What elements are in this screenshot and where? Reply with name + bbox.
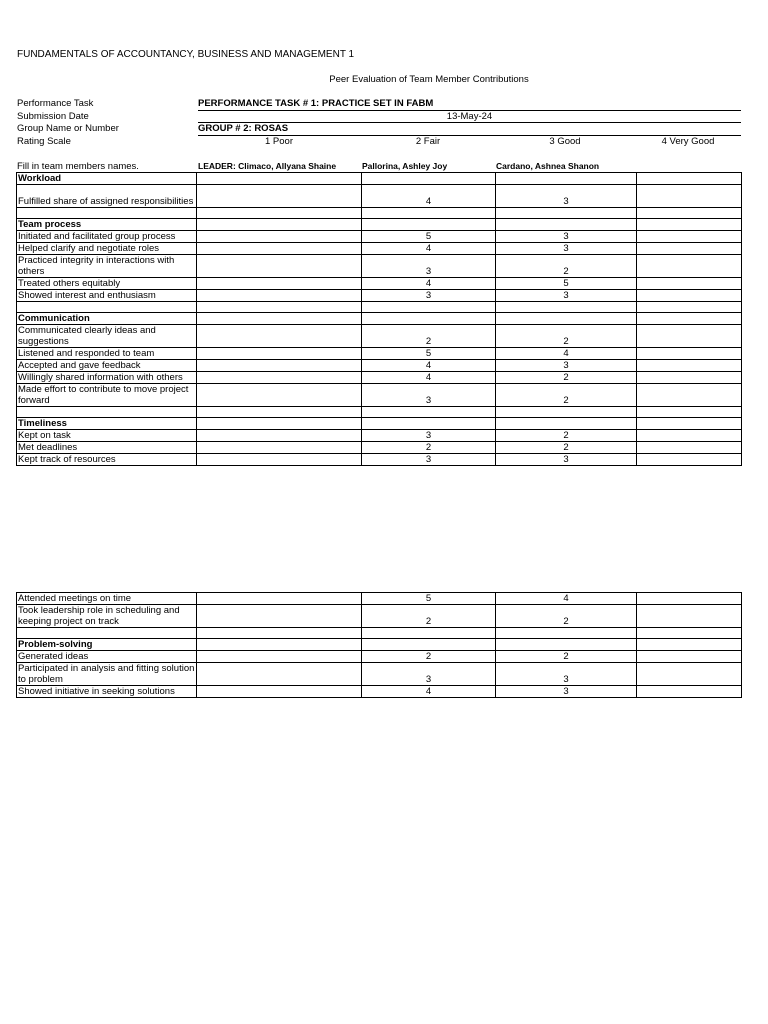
member-3-score	[496, 208, 637, 219]
member-3-score	[496, 173, 637, 185]
member-4-score-cell	[637, 454, 742, 466]
leader-score-cell	[197, 231, 362, 243]
member-4-score-cell	[637, 407, 742, 418]
criterion-row	[17, 430, 742, 442]
member-3-score	[496, 628, 637, 639]
member-4-score-cell	[637, 185, 742, 208]
leader-score-cell	[197, 360, 362, 372]
member-3-score: 2	[496, 442, 637, 454]
leader-score-cell	[197, 454, 362, 466]
member-4-score-cell	[637, 208, 742, 219]
criterion-label	[17, 407, 197, 418]
leader-score-cell	[197, 663, 362, 686]
member-3-score: 2	[496, 384, 637, 407]
blank-row	[17, 302, 742, 313]
member-3-score: 3	[496, 454, 637, 466]
criterion-label: Practiced integrity in interactions with others	[17, 255, 197, 278]
criterion-label: Kept on task	[17, 430, 197, 442]
member-4-score-cell	[637, 255, 742, 278]
member-4-score-cell	[637, 442, 742, 454]
leader-score-cell	[197, 639, 362, 651]
member-3-score: 3	[496, 243, 637, 255]
criterion-label: Timeliness	[17, 418, 197, 430]
member-2-score	[362, 418, 496, 430]
leader-score-cell	[197, 278, 362, 290]
rating-scale-3: 3 Good	[549, 135, 581, 147]
criterion-row	[17, 278, 742, 290]
evaluation-table-2	[16, 592, 742, 698]
member-3-score	[496, 407, 637, 418]
member-2-score: 4	[362, 686, 496, 698]
member-4-score-cell	[637, 639, 742, 651]
member-2-score	[362, 208, 496, 219]
member-2-score	[362, 302, 496, 313]
rating-scale-label: Rating Scale	[17, 135, 71, 147]
member-3-score: 3	[496, 686, 637, 698]
member-4-score-cell	[637, 290, 742, 302]
blank-row	[17, 628, 742, 639]
member-names-row	[17, 158, 741, 172]
member-2-score: 2	[362, 605, 496, 628]
criterion-row	[17, 231, 742, 243]
member-3-score: 4	[496, 593, 637, 605]
member-2-score: 5	[362, 593, 496, 605]
leader-score-cell	[197, 605, 362, 628]
member-3-score: 3	[496, 290, 637, 302]
member-4-score-cell	[637, 605, 742, 628]
leader-score-cell	[197, 442, 362, 454]
criterion-label: Willingly shared information with others	[17, 372, 197, 384]
leader-score-cell	[197, 208, 362, 219]
performance-task-label: Performance Task	[17, 98, 94, 109]
member-2-score: 3	[362, 290, 496, 302]
criterion-row	[17, 593, 742, 605]
leader-score-cell	[197, 219, 362, 231]
blank-row	[17, 407, 742, 418]
member-4-score-cell	[637, 173, 742, 185]
blank-row	[17, 208, 742, 219]
member-3-score	[496, 219, 637, 231]
member-2-score: 2	[362, 651, 496, 663]
rating-scale-4: 4 Very Good	[661, 135, 715, 147]
criterion-label: Communication	[17, 313, 197, 325]
member-4-score-cell	[637, 219, 742, 231]
leader-score-cell	[197, 407, 362, 418]
member-4-score-cell	[637, 313, 742, 325]
member-2-score	[362, 173, 496, 185]
member-2-score	[362, 219, 496, 231]
member-4-score-cell	[637, 628, 742, 639]
criterion-label: Accepted and gave feedback	[17, 360, 197, 372]
leader-score-cell	[197, 185, 362, 208]
category-row	[17, 219, 742, 231]
criterion-row	[17, 454, 742, 466]
category-row	[17, 173, 742, 185]
member-2-score: 5	[362, 231, 496, 243]
category-row	[17, 418, 742, 430]
member-3-score: 2	[496, 325, 637, 348]
member-4-score-cell	[637, 430, 742, 442]
group-label: Group Name or Number	[17, 123, 119, 134]
criterion-row	[17, 442, 742, 454]
fill-names-label: Fill in team members names.	[17, 161, 139, 172]
criterion-label: Participated in analysis and fitting solution to problem	[17, 663, 197, 686]
evaluation-table-1	[16, 172, 742, 466]
member-3-score: 5	[496, 278, 637, 290]
criterion-row	[17, 325, 742, 348]
member-name-leader: LEADER: Climaco, Allyana Shaine	[198, 161, 337, 171]
criterion-label: Kept track of resources	[17, 454, 197, 466]
criterion-row	[17, 663, 742, 686]
leader-score-cell	[197, 686, 362, 698]
criterion-label: Communicated clearly ideas and suggestions	[17, 325, 197, 348]
member-2-score: 3	[362, 255, 496, 278]
criterion-label: Team process	[17, 219, 197, 231]
member-3-score: 2	[496, 255, 637, 278]
member-4-score-cell	[637, 593, 742, 605]
criterion-row	[17, 255, 742, 278]
criterion-label: Took leadership role in scheduling and keeping project on track	[17, 605, 197, 628]
member-3-score: 3	[496, 231, 637, 243]
leader-score-cell	[197, 651, 362, 663]
criterion-label	[17, 302, 197, 313]
group-value: GROUP # 2: ROSAS	[198, 123, 741, 136]
member-2-score	[362, 313, 496, 325]
leader-score-cell	[197, 255, 362, 278]
member-3-score	[496, 418, 637, 430]
criterion-label: Treated others equitably	[17, 278, 197, 290]
leader-score-cell	[197, 325, 362, 348]
leader-score-cell	[197, 593, 362, 605]
member-4-score-cell	[637, 372, 742, 384]
criterion-label: Helped clarify and negotiate roles	[17, 243, 197, 255]
member-3-score: 3	[496, 663, 637, 686]
member-4-score-cell	[637, 686, 742, 698]
criterion-label	[17, 628, 197, 639]
criterion-row	[17, 651, 742, 663]
performance-task-value: PERFORMANCE TASK # 1: PRACTICE SET IN FABM	[198, 98, 741, 111]
member-3-score	[496, 639, 637, 651]
leader-score-cell	[197, 173, 362, 185]
member-4-score-cell	[637, 243, 742, 255]
leader-score-cell	[197, 384, 362, 407]
criterion-label: Met deadlines	[17, 442, 197, 454]
leader-score-cell	[197, 348, 362, 360]
member-4-score-cell	[637, 663, 742, 686]
criterion-label: Fulfilled share of assigned responsibilities	[17, 185, 197, 208]
member-name-3: Cardano, Ashnea Shanon	[496, 161, 600, 171]
member-2-score: 4	[362, 360, 496, 372]
criterion-row	[17, 348, 742, 360]
leader-score-cell	[197, 313, 362, 325]
member-3-score: 3	[496, 185, 637, 208]
member-2-score: 2	[362, 325, 496, 348]
member-2-score: 4	[362, 185, 496, 208]
leader-score-cell	[197, 418, 362, 430]
member-2-score	[362, 628, 496, 639]
submission-date-value: 13-May-24	[198, 111, 741, 124]
rating-scale-2: 2 Fair	[415, 135, 441, 147]
member-3-score	[496, 302, 637, 313]
criterion-row	[17, 243, 742, 255]
leader-score-cell	[197, 243, 362, 255]
member-4-score-cell	[637, 360, 742, 372]
criterion-row	[17, 384, 742, 407]
criterion-label: Problem-solving	[17, 639, 197, 651]
criterion-row	[17, 605, 742, 628]
rating-scale-1: 1 Poor	[265, 135, 293, 147]
criterion-row	[17, 360, 742, 372]
criterion-label	[17, 208, 197, 219]
member-3-score	[496, 313, 637, 325]
criterion-label: Listened and responded to team	[17, 348, 197, 360]
document-subtitle: Peer Evaluation of Team Member Contributions	[329, 74, 529, 85]
member-2-score: 4	[362, 278, 496, 290]
group-row	[17, 123, 741, 136]
criterion-row	[17, 686, 742, 698]
member-4-score-cell	[637, 418, 742, 430]
rating-scale-row	[17, 136, 741, 149]
member-4-score-cell	[637, 651, 742, 663]
member-3-score: 3	[496, 360, 637, 372]
leader-score-cell	[197, 372, 362, 384]
member-2-score: 4	[362, 243, 496, 255]
member-3-score: 2	[496, 651, 637, 663]
member-3-score: 2	[496, 430, 637, 442]
member-2-score: 5	[362, 348, 496, 360]
submission-date-label: Submission Date	[17, 110, 89, 122]
criterion-label: Made effort to contribute to move project forward	[17, 384, 197, 407]
member-3-score: 2	[496, 605, 637, 628]
member-2-score	[362, 639, 496, 651]
member-4-score-cell	[637, 278, 742, 290]
criterion-label: Workload	[17, 173, 197, 185]
category-row	[17, 639, 742, 651]
member-2-score: 3	[362, 663, 496, 686]
criterion-label: Showed interest and enthusiasm	[17, 290, 197, 302]
criterion-row	[17, 290, 742, 302]
member-2-score: 3	[362, 430, 496, 442]
member-name-2: Pallorina, Ashley Joy	[362, 161, 448, 171]
criterion-row	[17, 372, 742, 384]
member-2-score: 4	[362, 372, 496, 384]
criterion-label: Attended meetings on time	[17, 593, 197, 605]
member-4-score-cell	[637, 348, 742, 360]
member-2-score: 3	[362, 384, 496, 407]
member-4-score-cell	[637, 325, 742, 348]
leader-score-cell	[197, 290, 362, 302]
category-row	[17, 313, 742, 325]
task-info	[17, 98, 741, 148]
leader-score-cell	[197, 628, 362, 639]
member-2-score: 3	[362, 454, 496, 466]
leader-score-cell	[197, 302, 362, 313]
leader-score-cell	[197, 430, 362, 442]
submission-date-row	[17, 111, 741, 124]
member-2-score: 2	[362, 442, 496, 454]
criterion-label: Initiated and facilitated group process	[17, 231, 197, 243]
member-3-score: 2	[496, 372, 637, 384]
member-4-score-cell	[637, 302, 742, 313]
member-4-score-cell	[637, 231, 742, 243]
member-4-score-cell	[637, 384, 742, 407]
member-3-score: 4	[496, 348, 637, 360]
criterion-label: Showed initiative in seeking solutions	[17, 686, 197, 698]
criterion-row	[17, 185, 742, 208]
performance-task-row	[17, 98, 741, 111]
document-title: FUNDAMENTALS OF ACCOUNTANCY, BUSINESS AND MANAGEMENT 1	[17, 49, 355, 60]
criterion-label: Generated ideas	[17, 651, 197, 663]
member-2-score	[362, 407, 496, 418]
